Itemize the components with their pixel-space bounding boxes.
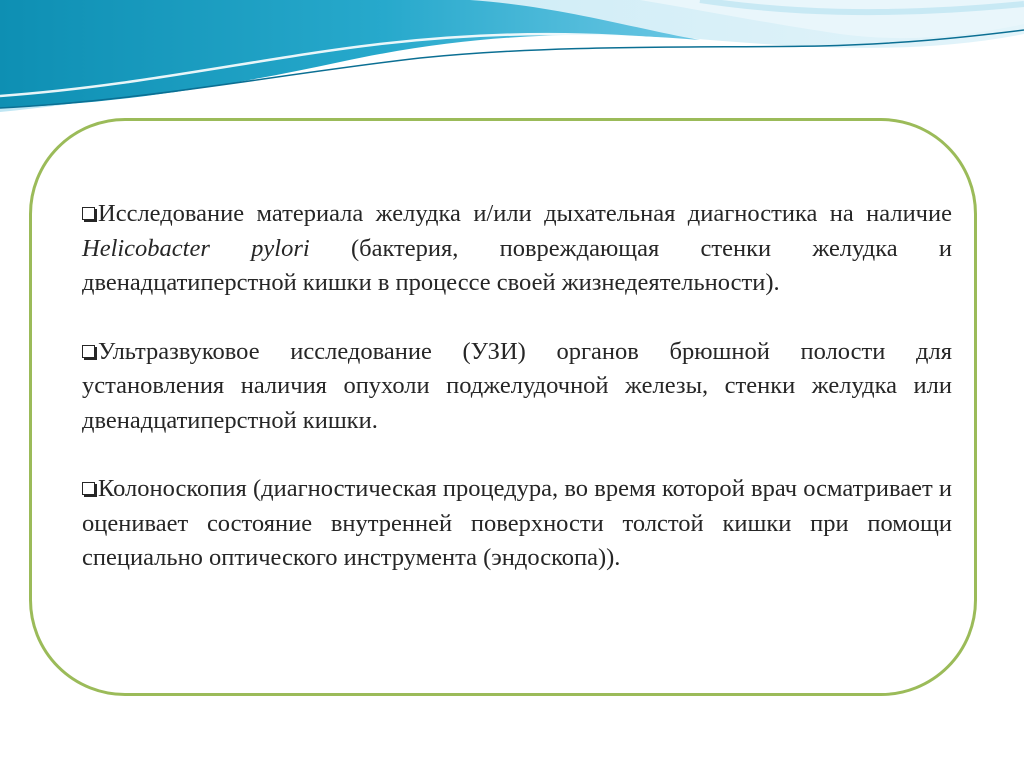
hollow-square-bullet-icon [82,207,95,220]
bacteria-name: Helicobacter pylori [82,234,310,262]
bullet-text-end: (бактерия, повреждающая стенки желудка и двенадцатиперстной кишки в процессе своей жизнедеятельности). [82,234,952,296]
bullet-text: Колоноскопия (диагностическая процедура, во время которой врач осматривает и оценивает состояние внутренней поверхности толстой кишки при помощи специально оптического инструмента (эндоскопа)). [82,475,952,571]
bullet-text-start: Исследование материала желудка и/или дыхательная диагностика на наличие [98,200,952,227]
bullet-text: Ультразвуковое исследование (УЗИ) органов брюшной полости для установления наличия опухоли поджелудочной железы, стенки желудка или двенадцатиперстной кишки. [82,337,952,434]
bullet-item [82,335,952,439]
bullet-list [82,197,952,610]
bullet-item [82,472,952,576]
hollow-square-bullet-icon [82,345,95,358]
bullet-item [82,197,952,301]
hollow-square-bullet-icon [82,482,95,495]
